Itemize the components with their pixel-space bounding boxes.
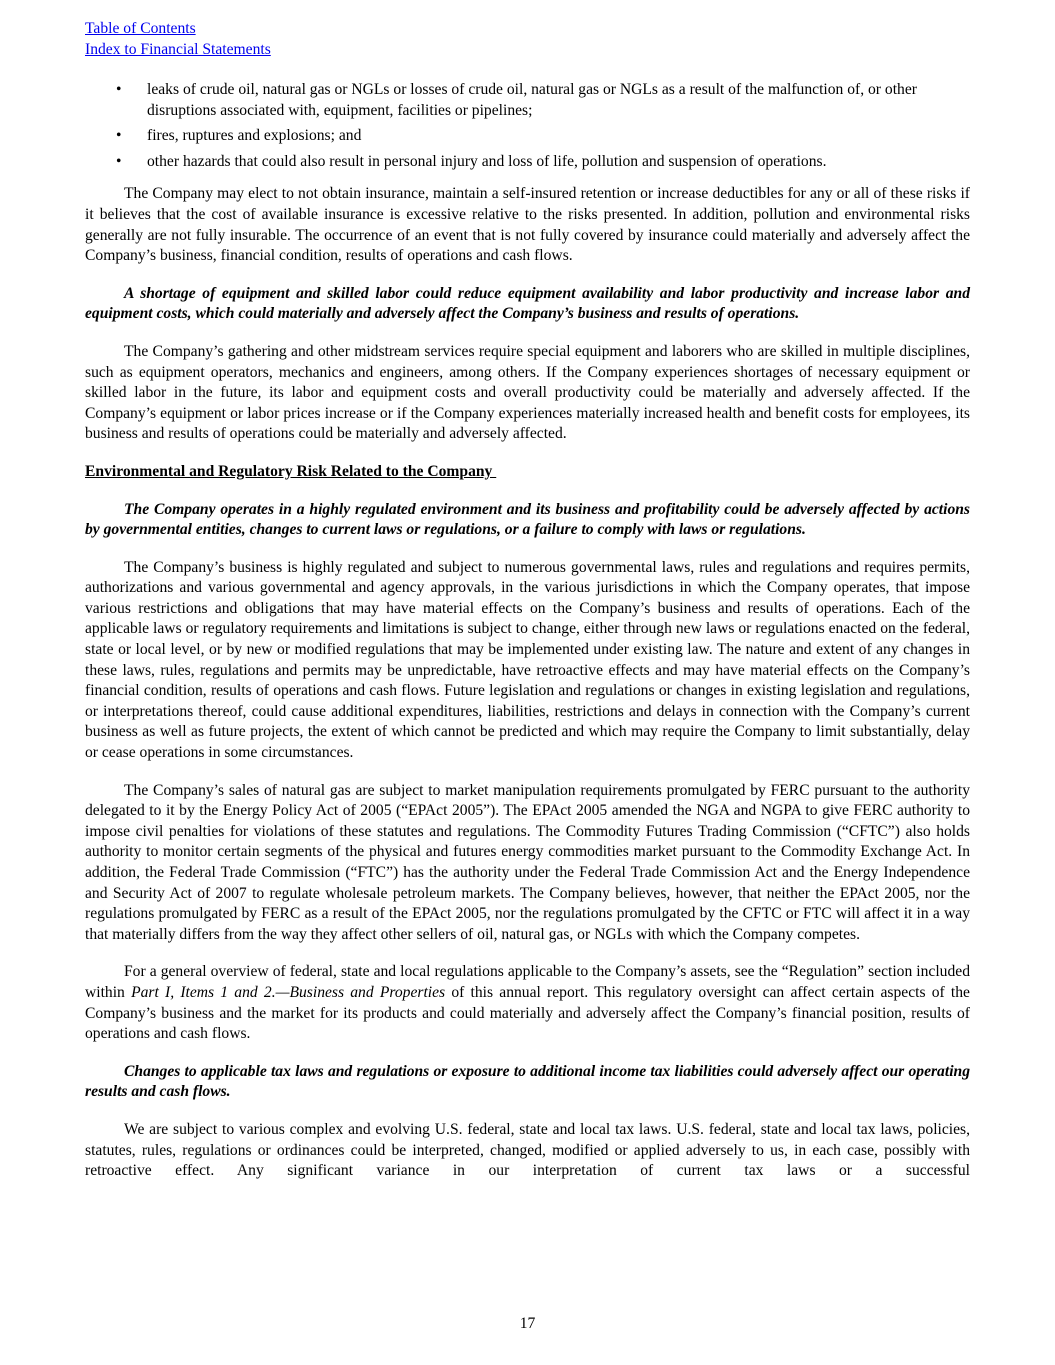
bullet-marker-icon: •: [116, 152, 122, 170]
bullet-item: [85, 152, 970, 173]
index-to-financial-statements-link[interactable]: Index to Financial Statements: [85, 41, 271, 58]
bullet-item: [85, 80, 970, 121]
section-heading-environmental-regulatory: [85, 462, 970, 483]
overview-text-part2: of this annual report. This regulatory oversight can affect certain aspects of the Company’s business and the market for its products and could materially and adversely affect the Company’s financial position, results of operations and cash flows.: [85, 983, 970, 1043]
bullet-text: fires, ruptures and explosions; and: [147, 127, 362, 145]
shortage-risk-heading: A shortage of equipment and skilled labor could reduce equipment availability and labor productivity and increase labor and equipment costs, which could materially and adversely affect the Company’s business and results of operations.: [85, 284, 970, 323]
page-number: 17: [519, 1315, 536, 1332]
bullet-text: leaks of crude oil, natural gas or NGLs or losses of crude oil, natural gas or NGLs as a result of the malfunction of, or other disruptions associated with, equipment, facilities or pipelines;: [147, 81, 917, 119]
regulated-environment-heading: The Company operates in a highly regulated environment and its business and profitability could be adversely affected by actions by governmental entities, changes to current laws or regulations, or a failure to comply with laws or regulations.: [85, 500, 970, 539]
ferc-paragraph: The Company’s sales of natural gas are subject to market manipulation requirements promulgated by FERC pursuant to the authority delegated to it by the Energy Policy Act of 2005 (“EPAct 2005”). The EPAct 2005 amended the NGA and NGPA to give FERC authority to impose civil penalties for violations of these statutes and regulations. The Commodity Futures Trading Commission (“CFTC”) also holds authority to monitor certain segments of the physical and futures energy commodities market pursuant to the Commodity Exchange Act. In addition, the Federal Trade Commission (“FTC”) has the authority under the Federal Trade Commission Act and the Energy Independence and Security Act of 2007 to regulate wholesale petroleum markets. The Company believes, however, that neither the EPAct 2005, nor the regulations promulgated by FERC as a result of the EPAct 2005, nor the regulations promulgated by the CFTC or FTC will affect it in a way that materially differs from the way they affect other sellers of oil, natural gas, or NGLs with which the Company competes.: [85, 781, 970, 943]
bullet-item: [85, 126, 970, 147]
page-nav: [85, 18, 970, 60]
shortage-risk-paragraph: The Company’s gathering and other midstream services require special equipment and laborers who are skilled in multiple disciplines, such as equipment operators, mechanics and engineers, among others. If the Company experiences shortages of necessary equipment or skilled labor in the future, its labor and equipment costs and overall productivity could be materially and adversely affected. If the Company’s equipment or labor prices increase or if the Company experiences materially increased health and benefit costs for employees, its business and results of operations could be materially and adversely affected.: [85, 342, 970, 443]
tax-risk-paragraph: We are subject to various complex and evolving U.S. federal, state and local tax laws. U.S. federal, state and local tax laws, policies, statutes, rules, regulations or ordinances could be interpreted, changed, modified or applied adversely to us, in each case, possibly with retroactive effect. Any significant variance in our interpretation of current tax laws or a successful: [85, 1120, 970, 1180]
regulation-overview-paragraph: [85, 962, 970, 1044]
overview-text-part1: For a general overview of federal, state and local regulations applicable to the Company’s assets, see the “Regulation” section included within: [85, 963, 970, 1001]
bullet-marker-icon: •: [116, 127, 122, 145]
insurance-paragraph: The Company may elect to not obtain insurance, maintain a self-insured retention or increase deductibles for any or all of these risks if it believes that the cost of available insurance is excessive relative to the risks presented. In addition, pollution and environmental risks generally are not fully insurable. The occurrence of an event that is not fully covered by insurance could materially and adversely affect the Company’s business, financial condition, results of operations and cash flows.: [85, 185, 970, 265]
section-heading-text: Environmental and Regulatory Risk Related to the Company: [85, 462, 497, 480]
hazards-bullet-list: [85, 80, 970, 172]
bullet-text: other hazards that could also result in personal injury and loss of life, pollution and suspension of operations.: [147, 152, 827, 170]
table-of-contents-link[interactable]: Table of Contents: [85, 20, 196, 37]
tax-risk-heading: Changes to applicable tax laws and regulations or exposure to additional income tax liabilities could adversely affect our operating results and cash flows.: [85, 1062, 970, 1101]
document-page: [85, 18, 970, 1182]
bullet-marker-icon: •: [116, 81, 122, 98]
overview-section-reference: Part I, Items 1 and 2.—Business and Properties: [131, 983, 446, 1001]
regulated-environment-paragraph: The Company’s business is highly regulated and subject to numerous governmental laws, rules and regulations and requires permits, authorizations and various governmental and agency approvals, in the various jurisdictions in which the Company operates, that impose various restrictions and obligations that may have material effects on the Company’s business and results of operations. Each of the applicable laws or regulatory requirements and limitations is subject to change, either through new laws or regulations enacted on the federal, state or local level, or by new or modified regulations that may be implemented under existing law. The nature and extent of any changes in these laws, rules, regulations and permits may be unpredictable, have retroactive effects and may have material effects on the Company’s financial condition, results of operations and cash flows. Future legislation and regulations or changes in existing legislation and regulations, or interpretations thereof, could cause additional expenditures, liabilities, restrictions and delays in connection with the Company’s current business as well as future projects, the extent of which cannot be predicted and which may require the Company to limit substantially, delay or cease operations in some circumstances.: [85, 558, 970, 762]
